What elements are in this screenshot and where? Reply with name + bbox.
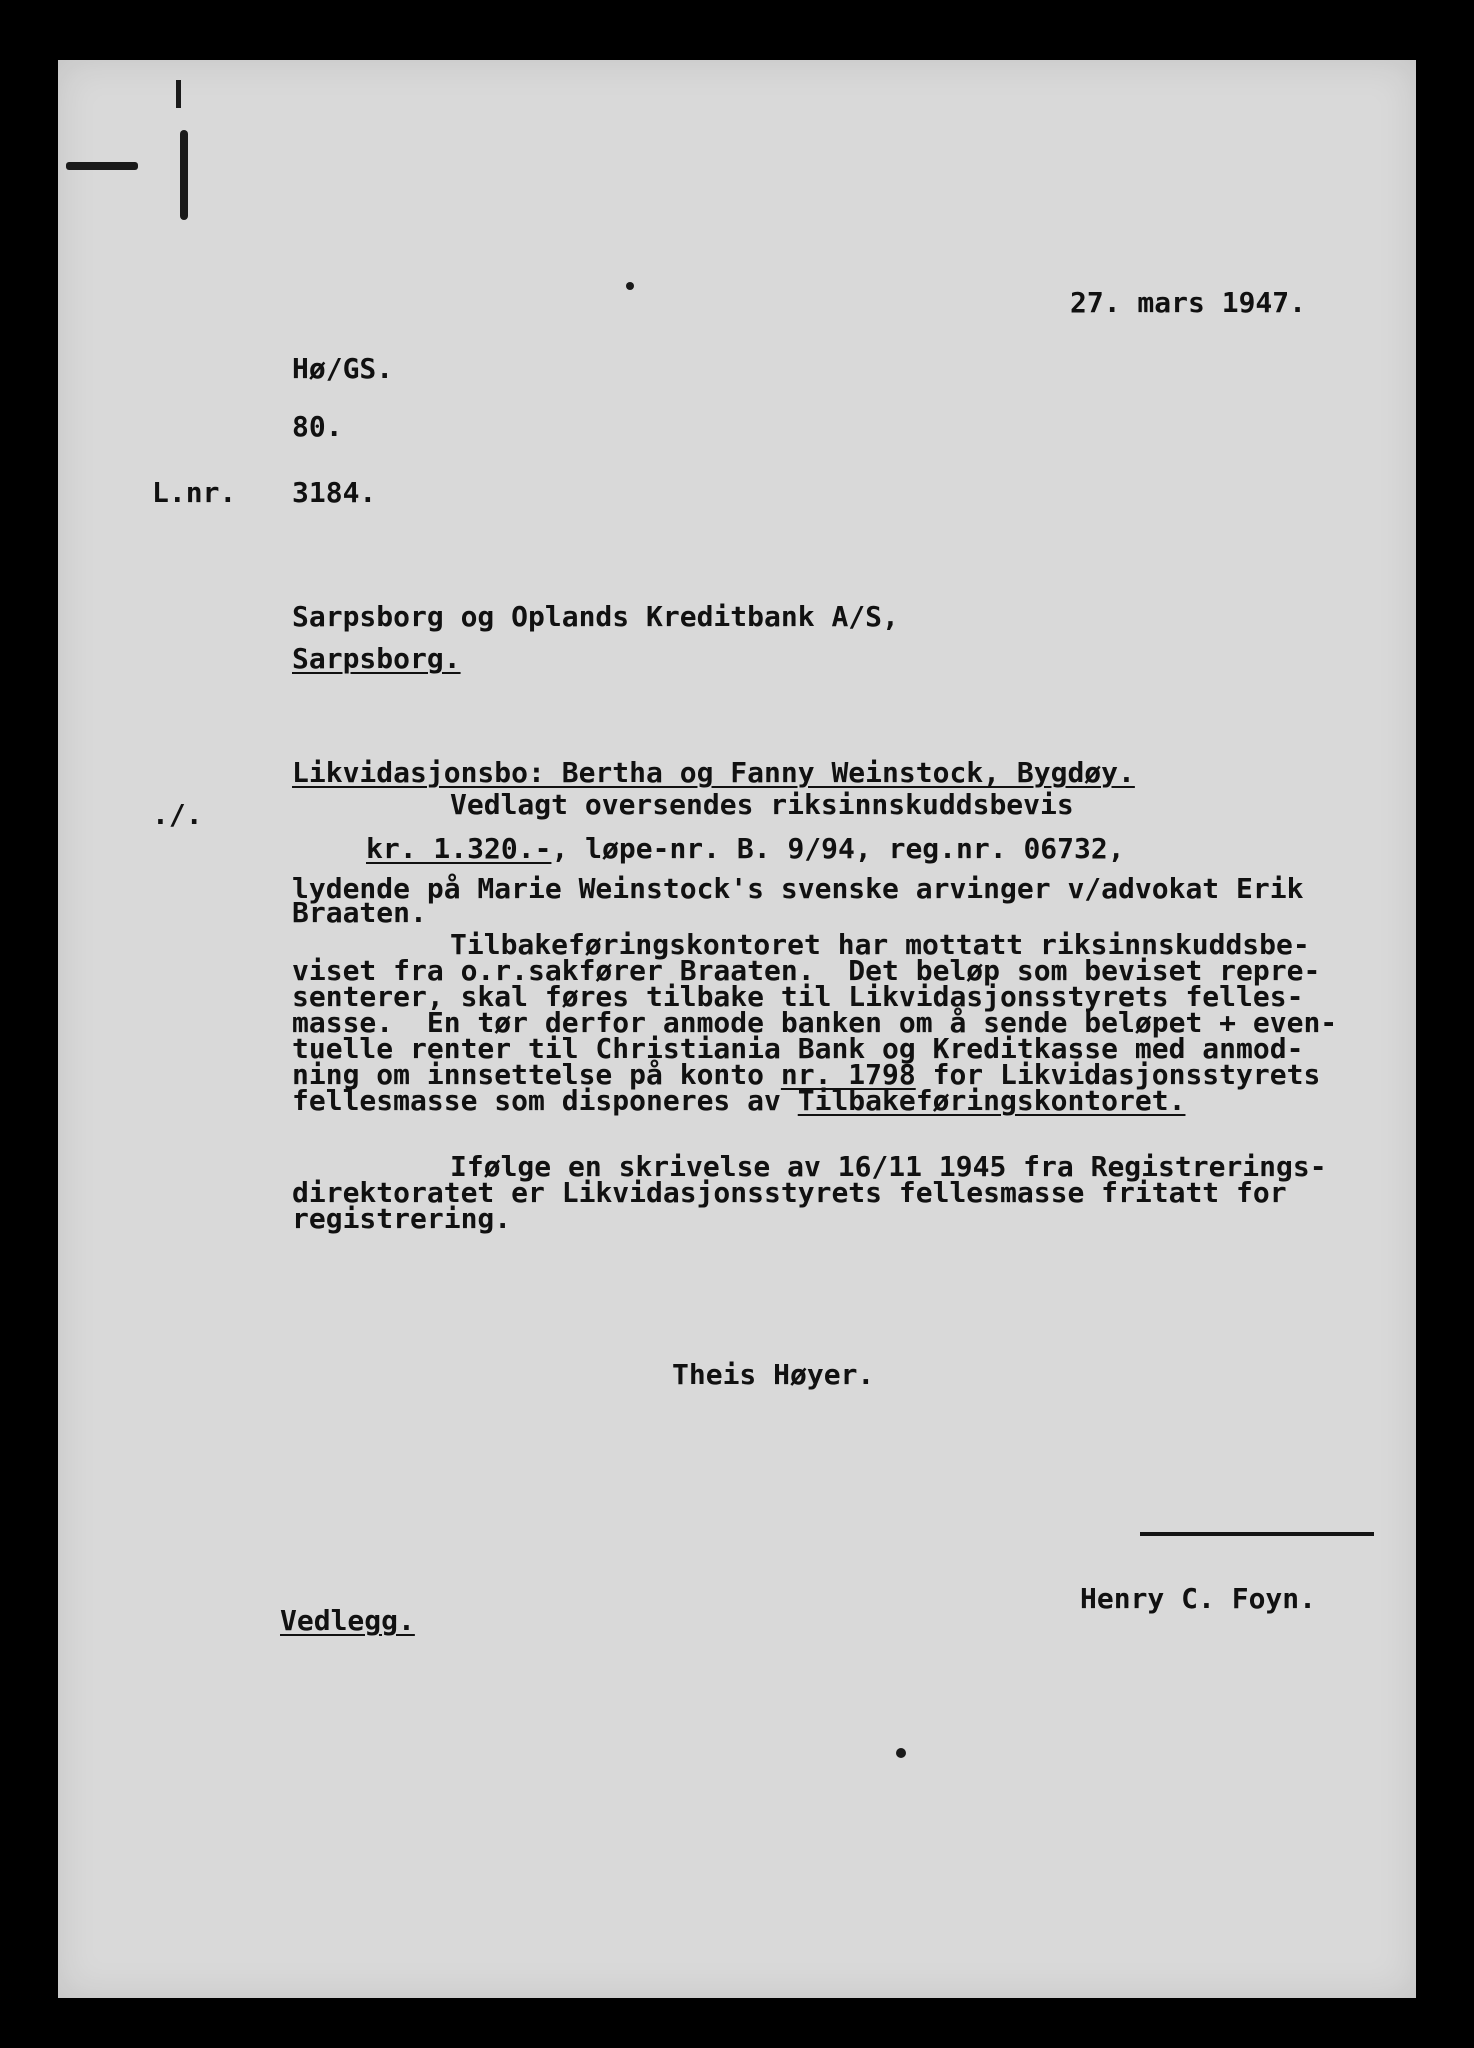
account-number: nr. 1798 — [780, 1058, 916, 1091]
paragraph-1-line-rest: , løpe-nr. B. 9/94, reg.nr. 06732, — [551, 832, 1125, 865]
recipient-city: Sarpsborg. — [292, 642, 461, 675]
signature-theis-hoyer: Theis Høyer. — [672, 1358, 875, 1391]
office-name: Tilbakeføringskontoret. — [797, 1084, 1186, 1117]
signature-henry-foyn: Henry C. Foyn. — [1080, 1582, 1317, 1615]
paragraph-1-line: lydende på Marie Weinstock's svenske arvinger v/advokat Erik — [292, 872, 1304, 905]
lnr-value: 3184. — [292, 476, 377, 509]
paragraph-3-line: Ifølge en skrivelse av 16/11 1945 fra Registrerings- — [450, 1150, 1327, 1183]
signature-rule — [1140, 1532, 1374, 1536]
reference-number: 80. — [292, 410, 343, 443]
lnr-label: L.nr. — [152, 476, 237, 509]
paragraph-3-line: registrering. — [292, 1202, 512, 1235]
binder-mark-vertical — [176, 80, 181, 108]
recipient-name: Sarpsborg og Oplands Kreditbank A/S, — [292, 600, 899, 633]
paper-speck — [896, 1748, 906, 1758]
paragraph-2-line — [292, 1086, 1185, 1116]
paragraph-2-line-start: ning om innsettelse på konto — [292, 1058, 781, 1091]
paragraph-2-line: viset fra o.r.sakfører Braaten. Det beløp som beviset repre- — [292, 954, 1321, 987]
amount: kr. 1.320.- — [366, 832, 552, 865]
reference-initials: Hø/GS. — [292, 352, 394, 385]
enclosure-marker: ./. — [152, 798, 203, 831]
paragraph-2-line: senterer, skal føres tilbake til Likvidasjonsstyrets felles- — [292, 980, 1304, 1013]
paragraph-2-line: masse. En tør derfor anmode banken om å sende beløpet + even- — [292, 1006, 1338, 1039]
paragraph-1-line: Vedlagt oversendes riksinnskuddsbevis — [450, 788, 1074, 821]
paragraph-1-line — [366, 834, 1125, 864]
paragraph-2-line: tuelle renter til Christiania Bank og Kreditkasse med anmod- — [292, 1032, 1304, 1065]
paragraph-3-line: direktoratet er Likvidasjonsstyrets fellesmasse fritatt for — [292, 1176, 1287, 1209]
paper-speck — [626, 282, 634, 290]
letter-page — [58, 60, 1416, 1998]
binder-mark-bar — [66, 162, 138, 170]
subject-line: Likvidasjonsbo: Bertha og Fanny Weinstock, Bygdøy. — [292, 756, 1135, 789]
letter-date: 27. mars 1947. — [1070, 286, 1307, 319]
paragraph-1-line: Braaten. — [292, 896, 427, 929]
enclosure-label-text: Vedlegg. — [280, 1604, 415, 1637]
paragraph-2-line: Tilbakeføringskontoret har mottatt riksinnskuddsbe- — [450, 928, 1310, 961]
enclosure-label — [280, 1606, 415, 1636]
paragraph-2-line-start: fellesmasse som disponeres av — [292, 1084, 798, 1117]
binder-mark-vertical — [180, 130, 188, 220]
paragraph-2-line-end: for Likvidasjonsstyrets — [915, 1058, 1321, 1091]
